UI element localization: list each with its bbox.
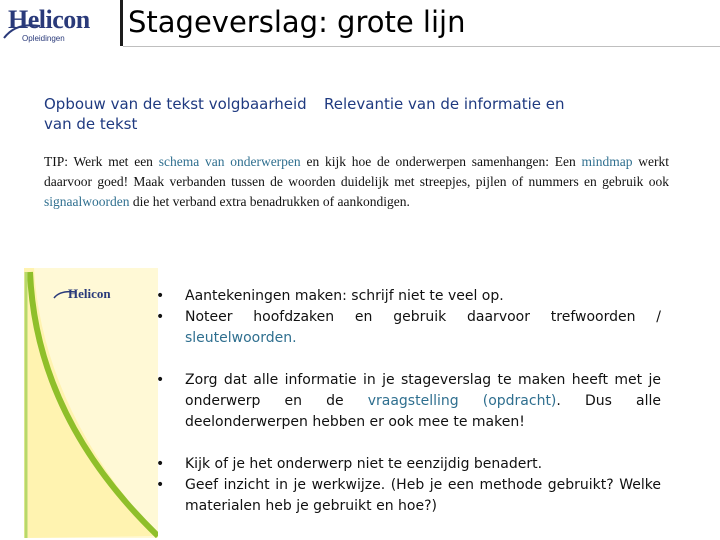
bullet-zorg-text: Zorg dat alle informatie in je stageverslag te maken heeft met je onderwerp en de — [185, 372, 661, 409]
decorative-panel — [24, 268, 158, 538]
tip-keyword-schema: schema van onderwerpen — [158, 154, 301, 169]
bullet-zorg-text-2: . Dus alle deelonderwerpen hebben er ook mee te maken! — [185, 393, 661, 430]
tip-text-1: TIP: Werk met een — [44, 154, 159, 169]
bullet-keyword-vraagstelling: vraagstelling (opdracht) — [367, 393, 557, 409]
panel-logo: Helicon — [68, 286, 111, 301]
tip-paragraph — [44, 152, 669, 212]
heading-right: Relevantie van de informatie en — [324, 95, 565, 113]
tip-text-3: werkt daarvoor goed! Maak verbanden tussen de woorden duidelijk met streepjes, pijlen of nummers en gebruik ook — [44, 154, 669, 189]
logo-subtitle: Opleidingen — [22, 34, 65, 43]
list-item — [156, 286, 661, 307]
helicon-logo — [0, 0, 123, 46]
title-divider — [123, 46, 720, 47]
tip-text-2: en kijk hoe de onderwerpen samenhangen: Een — [300, 154, 582, 169]
bullet-aantekeningen: Aantekeningen maken: schrijf niet te veel op. — [185, 288, 504, 304]
list-item — [156, 475, 661, 517]
bullet-werkwijze: Geef inzicht in je werkwijze. (Heb je een methode gebruikt? Welke materialen heb je gebruikt en hoe?) — [185, 477, 661, 514]
list-item — [156, 370, 661, 433]
tip-keyword-mindmap: mindmap — [581, 154, 633, 169]
panel-swoosh-graphic — [24, 268, 158, 538]
page-title: Stageverslag: grote lijn — [128, 5, 466, 39]
bullet-list — [156, 286, 661, 517]
bullet-noteer: Noteer hoofdzaken en gebruik daarvoor trefwoorden / — [185, 309, 661, 325]
bullet-keyword-sleutelwoorden: sleutelwoorden. — [185, 330, 297, 346]
logo-wordmark: Helicon — [8, 5, 90, 34]
heading-left: Opbouw van de tekst volgbaarheid van de tekst — [44, 95, 307, 133]
list-item — [156, 454, 661, 475]
tip-keyword-signaalwoorden: signaalwoorden — [44, 194, 130, 209]
list-item — [156, 307, 661, 349]
bullet-kijk: Kijk of je het onderwerp niet te eenzijdig benadert. — [185, 456, 543, 472]
tip-text-4: die het verband extra benadrukken of aankondigen. — [129, 194, 410, 209]
